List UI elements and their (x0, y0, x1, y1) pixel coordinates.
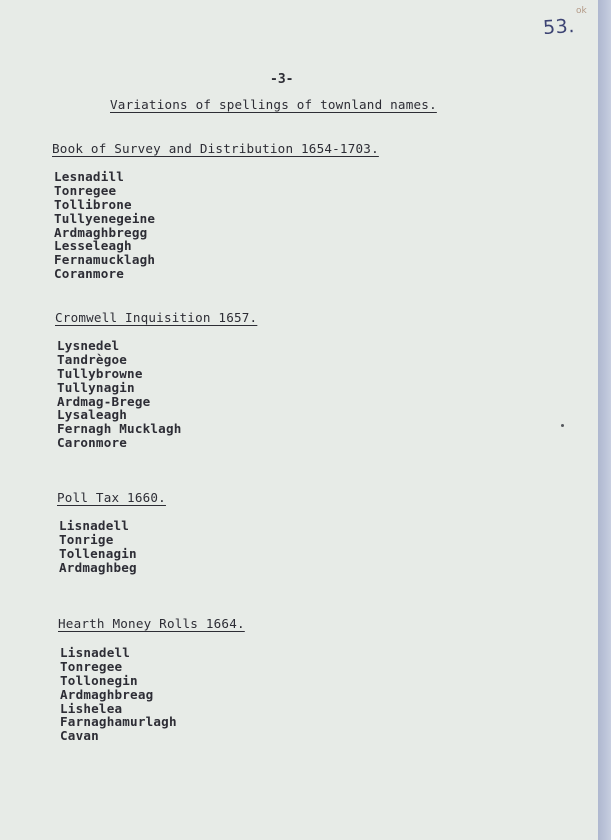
townland-name: Tonregee (60, 658, 123, 674)
townland-name: Lysnedel (57, 338, 120, 353)
townland-name: Tollibrone (54, 196, 132, 212)
townland-name: Lisnadell (59, 518, 130, 533)
townland-name: Tonregee (54, 182, 117, 198)
townland-name: Tollonegin (60, 672, 138, 688)
paper-speck (561, 424, 564, 427)
section-heading: Poll Tax 1660. (57, 490, 166, 505)
townland-list (60, 646, 177, 743)
page-edge (598, 0, 611, 840)
townland-name: Lishelea (60, 700, 123, 716)
section-heading: Cromwell Inquisition 1657. (55, 310, 258, 325)
townland-name: Farnaghamurlagh (60, 714, 177, 730)
townland-name: Lisnadell (60, 645, 131, 660)
townland-name: Ardmaghbeg (59, 559, 137, 575)
townland-name: Tullyenegeine (54, 210, 156, 226)
townland-name: Coranmore (54, 266, 125, 282)
townland-list (59, 519, 137, 575)
document-title: Variations of spellings of townland names. (110, 97, 437, 112)
townland-name: Ardmag-Brege (57, 393, 151, 409)
townland-name: Ardmaghbreag (60, 686, 154, 702)
section-heading: Hearth Money Rolls 1664. (58, 616, 245, 631)
townland-name: Caronmore (57, 435, 128, 451)
townland-name: Lesseleagh (54, 238, 132, 254)
townland-name: Tollenagin (59, 545, 137, 561)
section-heading: Book of Survey and Distribution 1654-1703. (52, 141, 379, 156)
townland-name: Tullybrowne (57, 365, 143, 381)
townland-list (54, 170, 155, 281)
townland-name: Lesnadill (54, 169, 125, 184)
townland-name: Tonrige (59, 531, 114, 547)
folio-annotation: ok (576, 6, 587, 16)
townland-list (57, 339, 182, 450)
townland-name: Tandrègoe (57, 351, 128, 367)
townland-name: Fernamucklagh (54, 252, 156, 268)
townland-name: Cavan (60, 728, 99, 744)
townland-name: Lysaleagh (57, 407, 128, 423)
page-number: -3- (270, 72, 294, 87)
folio-number: 53. (542, 14, 576, 40)
townland-name: Ardmaghbregg (54, 224, 148, 240)
townland-name: Fernagh Mucklagh (57, 421, 182, 437)
townland-name: Tullynagin (57, 379, 135, 395)
